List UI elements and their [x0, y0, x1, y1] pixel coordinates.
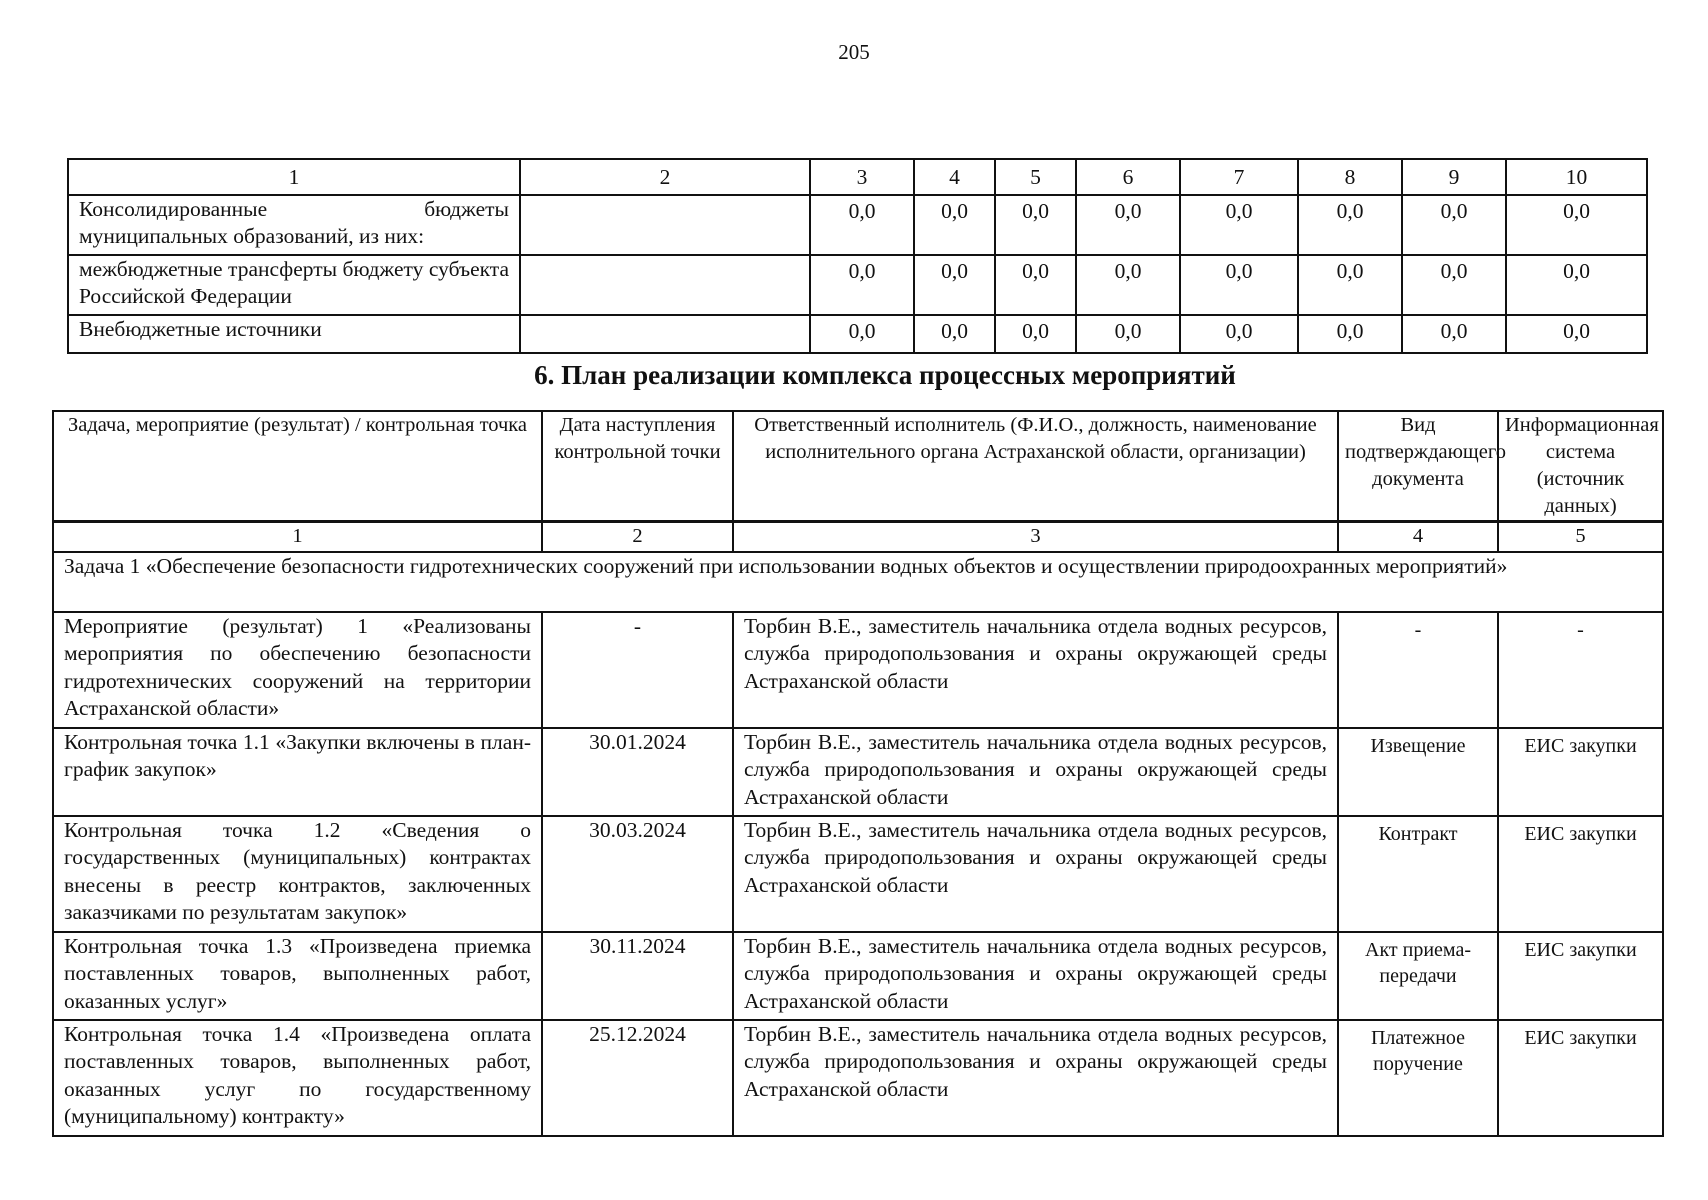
value-cell: 0,0 [1180, 315, 1298, 353]
control-date: - [542, 612, 733, 728]
responsible-person: Торбин В.Е., заместитель начальника отдела водных ресурсов, служба природопользования и охраны окружающей среды Астраханской области [733, 932, 1338, 1020]
column-number: 9 [1402, 159, 1506, 195]
column-number: 4 [914, 159, 995, 195]
value-cell: 0,0 [1298, 195, 1402, 255]
value-cell: 0,0 [995, 195, 1076, 255]
control-date: 30.01.2024 [542, 728, 733, 816]
value-cell: 0,0 [1402, 315, 1506, 353]
page-number: 205 [838, 40, 870, 64]
responsible-person: Торбин В.Е., заместитель начальника отдела водных ресурсов, служба природопользования и охраны окружающей среды Астраханской области [733, 816, 1338, 932]
column-number-row [68, 159, 1647, 195]
column-number-row [53, 522, 1663, 552]
table-row [53, 612, 1663, 728]
table-row [53, 932, 1663, 1020]
value-cell: 0,0 [914, 315, 995, 353]
responsible-person: Торбин В.Е., заместитель начальника отдела водных ресурсов, служба природопользования и охраны окружающей среды Астраханской области [733, 612, 1338, 728]
value-cell: 0,0 [1506, 255, 1647, 315]
row-note [520, 315, 810, 353]
task-title: Задача 1 «Обеспечение безопасности гидротехнических сооружений при использовании водных объектов и осуществлении природоохранных мероприятий» [53, 552, 1663, 612]
value-cell: 0,0 [1506, 315, 1647, 353]
table-row [68, 315, 1647, 353]
column-header-task: Задача, мероприятие (результат) / контрольная точка [53, 411, 542, 522]
value-cell: 0,0 [1076, 315, 1180, 353]
value-cell: 0,0 [1076, 255, 1180, 315]
row-note [520, 255, 810, 315]
column-header-responsible: Ответственный исполнитель (Ф.И.О., должность, наименование исполнительного органа Астраханской области, организации) [733, 411, 1338, 522]
value-cell: 0,0 [810, 315, 914, 353]
document-type: Акт приема-передачи [1338, 932, 1498, 1020]
row-label: Внебюджетные источники [68, 315, 520, 353]
value-cell: 0,0 [1298, 315, 1402, 353]
value-cell: 0,0 [1180, 195, 1298, 255]
event-name: Контрольная точка 1.4 «Произведена оплата поставленных товаров, выполненных работ, оказанных услуг по государственному (муниципальному) контракту» [53, 1020, 542, 1136]
table-row [68, 255, 1647, 315]
document-type: Извещение [1338, 728, 1498, 816]
info-system: ЕИС закупки [1498, 816, 1663, 932]
task-row [53, 552, 1663, 612]
value-cell: 0,0 [914, 195, 995, 255]
value-cell: 0,0 [995, 255, 1076, 315]
column-header-document: Вид подтверждающего документа [1338, 411, 1498, 522]
responsible-person: Торбин В.Е., заместитель начальника отдела водных ресурсов, служба природопользования и охраны окружающей среды Астраханской области [733, 1020, 1338, 1136]
column-number: 5 [995, 159, 1076, 195]
column-number: 8 [1298, 159, 1402, 195]
value-cell: 0,0 [1076, 195, 1180, 255]
value-cell: 0,0 [1298, 255, 1402, 315]
info-system: ЕИС закупки [1498, 1020, 1663, 1136]
event-name: Контрольная точка 1.2 «Сведения о государственных (муниципальных) контрактах внесены в реестр контрактов, заключенных заказчиками по результатам закупок» [53, 816, 542, 932]
row-label: Консолидированные бюджеты муниципальных образований, из них: [68, 195, 520, 255]
row-label: межбюджетные трансферты бюджету субъекта Российской Федерации [68, 255, 520, 315]
column-number: 1 [53, 522, 542, 552]
budget-sources-table [67, 158, 1648, 354]
value-cell: 0,0 [1402, 255, 1506, 315]
column-number: 4 [1338, 522, 1498, 552]
document-type: Платежное поручение [1338, 1020, 1498, 1136]
process-plan-table [52, 410, 1664, 1137]
info-system: ЕИС закупки [1498, 728, 1663, 816]
value-cell: 0,0 [810, 255, 914, 315]
value-cell: 0,0 [1506, 195, 1647, 255]
column-number: 6 [1076, 159, 1180, 195]
responsible-person: Торбин В.Е., заместитель начальника отдела водных ресурсов, служба природопользования и охраны окружающей среды Астраханской области [733, 728, 1338, 816]
column-number: 5 [1498, 522, 1663, 552]
column-number: 7 [1180, 159, 1298, 195]
event-name: Контрольная точка 1.3 «Произведена приемка поставленных товаров, выполненных работ, оказанных услуг» [53, 932, 542, 1020]
table-row [53, 816, 1663, 932]
section-title: 6. План реализации комплекса процессных мероприятий [534, 360, 1236, 390]
column-number: 10 [1506, 159, 1647, 195]
value-cell: 0,0 [810, 195, 914, 255]
control-date: 25.12.2024 [542, 1020, 733, 1136]
control-date: 30.11.2024 [542, 932, 733, 1020]
table-row [53, 1020, 1663, 1136]
event-name: Мероприятие (результат) 1 «Реализованы мероприятия по обеспечению безопасности гидротехнических сооружений на территории Астраханской области» [53, 612, 542, 728]
column-header-date: Дата наступления контрольной точки [542, 411, 733, 522]
column-header-system: Информационная система (источник данных) [1498, 411, 1663, 522]
info-system: ЕИС закупки [1498, 932, 1663, 1020]
value-cell: 0,0 [914, 255, 995, 315]
value-cell: 0,0 [1402, 195, 1506, 255]
info-system: - [1498, 612, 1663, 728]
document-type: Контракт [1338, 816, 1498, 932]
column-number: 2 [542, 522, 733, 552]
table-row [53, 728, 1663, 816]
row-note [520, 195, 810, 255]
value-cell: 0,0 [1180, 255, 1298, 315]
column-number: 3 [810, 159, 914, 195]
event-name: Контрольная точка 1.1 «Закупки включены в план-график закупок» [53, 728, 542, 816]
column-number: 3 [733, 522, 1338, 552]
column-number: 2 [520, 159, 810, 195]
column-number: 1 [68, 159, 520, 195]
table-row [68, 195, 1647, 255]
document-type: - [1338, 612, 1498, 728]
control-date: 30.03.2024 [542, 816, 733, 932]
value-cell: 0,0 [995, 315, 1076, 353]
header-row [53, 411, 1663, 522]
